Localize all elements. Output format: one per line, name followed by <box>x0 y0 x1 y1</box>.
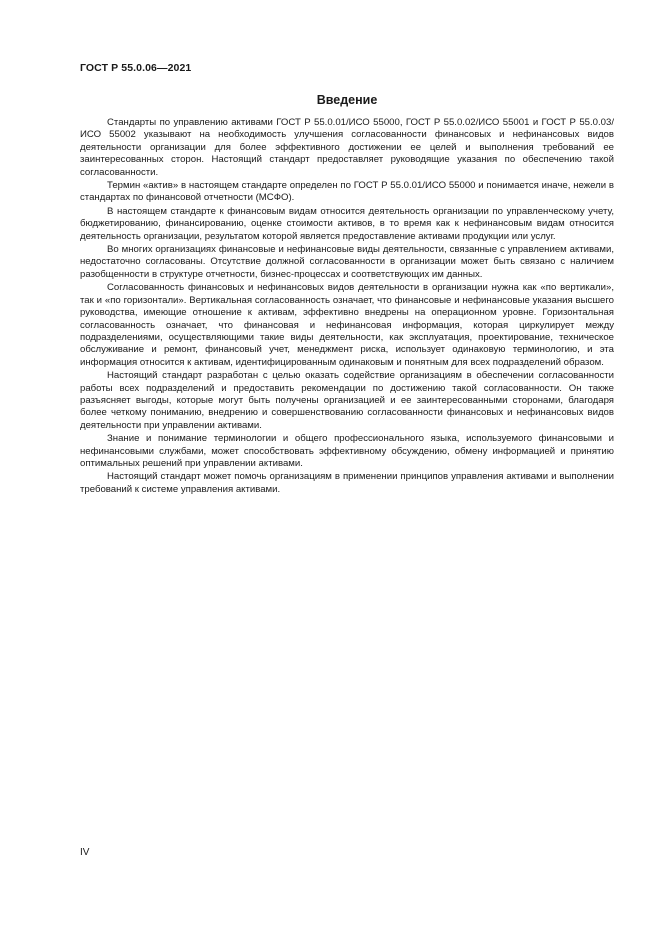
page-number: IV <box>80 847 90 858</box>
paragraph: Настоящий стандарт может помочь организациям в применении принципов управления активами и выполнении требований к системе управления активами. <box>80 471 614 495</box>
paragraph: Стандарты по управлению активами ГОСТ Р 55.0.01/ИСО 55000, ГОСТ Р 55.0.02/ИСО 55001 и ГОСТ Р 55.0.03/ИСО 55002 указывают на необходимость улучшения согласованности финансовых и нефинансовых видов деятельности организации для более эффективного достижении ее целей и выполнения требований ее заинтересованных сторон. Настоящий стандарт предоставляет руководящие указания по обеспечению такой согласованности. <box>80 117 614 178</box>
section-title: Введение <box>316 93 378 107</box>
paragraph: Во многих организациях финансовые и нефинансовые виды деятельности, связанные с управлением активами, недостаточно согласованы. Отсутствие должной согласованности в организации может быть связано с наличием разобщенности в структуре отчетности, бизнес-процессах и соответствующих им данных. <box>80 244 614 280</box>
paragraph: Согласованность финансовых и нефинансовых видов деятельности в организации нужна как «по вертикали», так и «по горизонтали». Вертикальная согласованность означает, что финансовые и нефинансовые указания высшего руководства, имеющие отношение к активам, эффективно внедрены на операционном уровне. Горизонтальная согласованность означает, что финансовая и нефинансовая информация, которая циркулирует между подразделениями, осуществляющими такие виды деятельности, как эксплуатация, проектирование, техническое обслуживание и ремонт, финансовый учет, менеджмент риска, использует одинаковую терминологию, и эта информация относится к активам, идентифицированным одинаковым и понятным для всех подразделений образом. <box>80 282 614 368</box>
section-body <box>80 117 614 497</box>
paragraph: В настоящем стандарте к финансовым видам относится деятельность организации по управленческому учету, бюджетированию, финансированию, оценке стоимости активов, в то время как к нефинансовым видам относится деятельность организации, результатом которой является предоставление активами продукции или услуг. <box>80 205 614 242</box>
document-id-header: ГОСТ Р 55.0.06—2021 <box>80 62 192 74</box>
paragraph: Знание и понимание терминологии и общего профессионального языка, используемого финансовыми и нефинансовыми службами, может способствовать эффективному обсуждению, обмену информацией и принятию оптимальных решений при управлении активами. <box>80 433 614 469</box>
paragraph: Настоящий стандарт разработан с целью оказать содействие организациям в обеспечении согласованности работы всех подразделений и предоставить рекомендации по достижению такой согласованности. Он также разъясняет выгоды, которые могут быть получены организацией и ее заинтересованными сторонами, благодаря более четкому пониманию, внедрению и совершенствованию согласованности финансовых и нефинансовых видов деятельности при управлении активами. <box>80 370 614 431</box>
paragraph: Термин «актив» в настоящем стандарте определен по ГОСТ Р 55.0.01/ИСО 55000 и понимается иначе, нежели в стандартах по финансовой отчетности (МСФО). <box>80 180 614 204</box>
